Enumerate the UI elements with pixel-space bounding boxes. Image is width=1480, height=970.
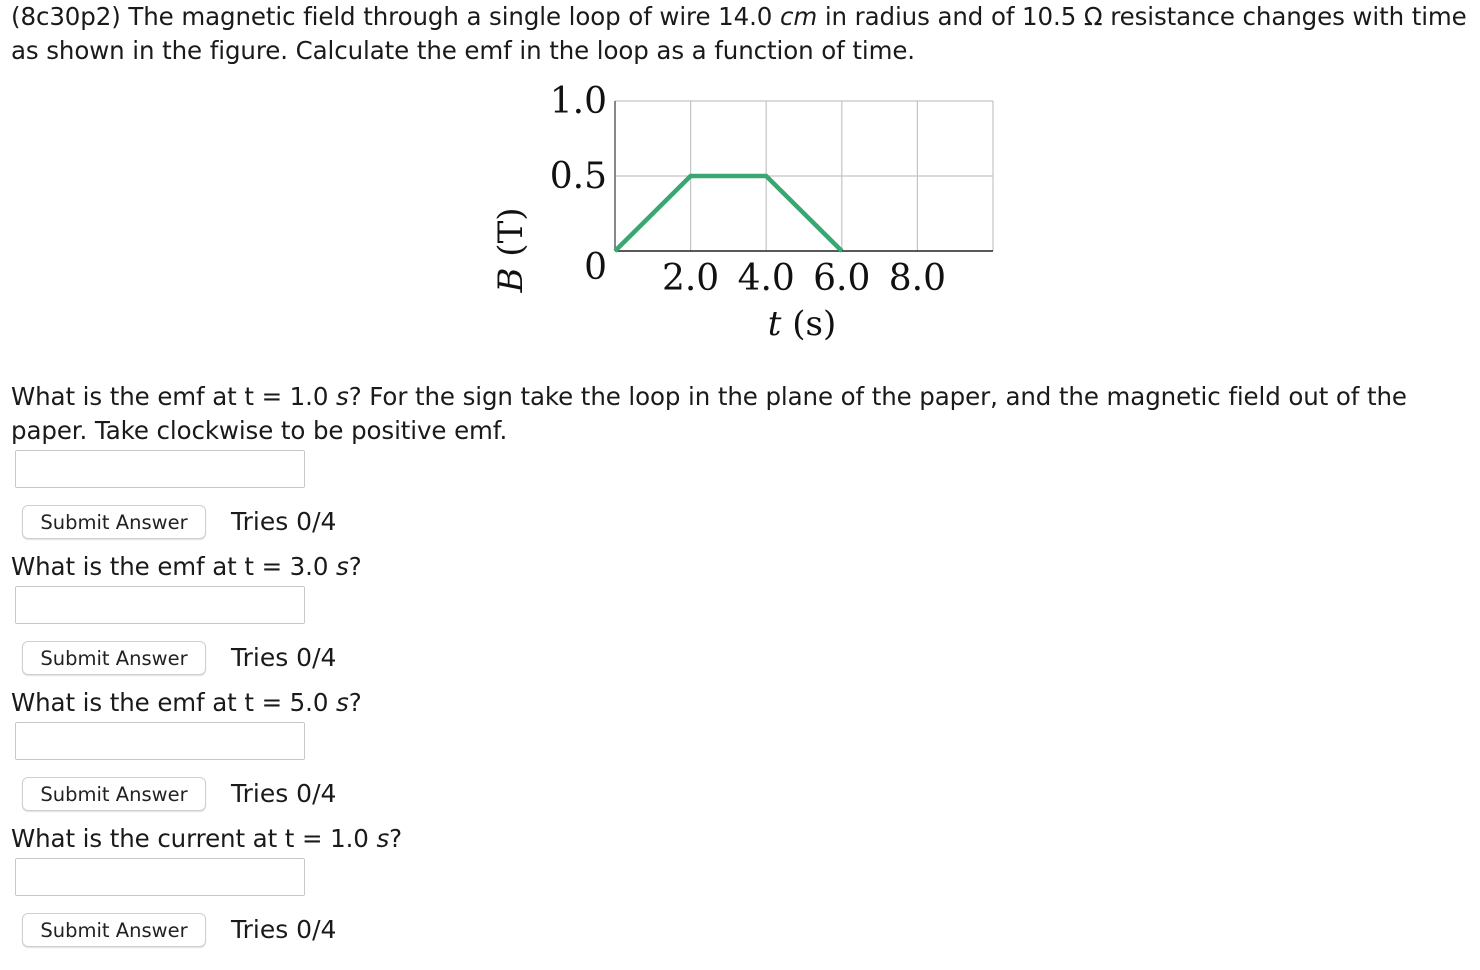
x-tick-label: 2.0 bbox=[661, 258, 720, 299]
question-3-unit: s bbox=[336, 688, 349, 717]
y-tick-label: 1.0 bbox=[549, 81, 607, 122]
answer-input-3[interactable] bbox=[15, 722, 305, 760]
question-3-prefix: What is the emf at t = 5.0 bbox=[11, 688, 337, 717]
chart-tick-labels bbox=[550, 81, 946, 299]
question-1-unit: s bbox=[336, 382, 349, 411]
chart-series-line bbox=[615, 176, 842, 251]
problem-text-part-2: in radius and of 10.5 Ω resistance changes with time as shown in the figure. Calculate the emf in the loop as a function of time. bbox=[11, 2, 1467, 65]
x-tick-label: 6.0 bbox=[813, 258, 871, 299]
chart-y-axis-label bbox=[491, 207, 531, 293]
answer-input-4[interactable] bbox=[15, 858, 305, 896]
answer-input-2[interactable] bbox=[15, 586, 305, 624]
question-3-suffix: ? bbox=[348, 688, 362, 717]
submit-answer-button-1[interactable]: Submit Answer bbox=[22, 505, 206, 539]
question-1-text bbox=[11, 380, 1471, 448]
submit-answer-button-4[interactable]: Submit Answer bbox=[22, 913, 206, 947]
x-tick-label: 4.0 bbox=[737, 258, 795, 299]
submit-answer-button-2[interactable]: Submit Answer bbox=[22, 641, 206, 675]
chart-x-axis-symbol: t bbox=[767, 304, 782, 344]
question-2-text bbox=[11, 550, 362, 584]
chart-x-axis-label bbox=[768, 304, 836, 344]
question-1-suffix: ? For the sign take the loop in the plane of the paper, and the magnetic field out of the paper. Take clockwise to be positive emf. bbox=[11, 382, 1407, 445]
magnetic-field-chart bbox=[490, 70, 1010, 350]
question-3-text bbox=[11, 686, 362, 720]
problem-id: (8c30p2) bbox=[11, 2, 121, 31]
question-4-unit: s bbox=[376, 824, 390, 853]
chart-y-axis-symbol: B bbox=[491, 267, 531, 293]
question-1-prefix: What is the emf at t = 1.0 bbox=[11, 382, 337, 411]
tries-counter-4: Tries 0/4 bbox=[231, 915, 337, 944]
question-2-prefix: What is the emf at t = 3.0 bbox=[11, 552, 337, 581]
problem-unit-cm: cm bbox=[779, 2, 818, 31]
y-tick-label: 0 bbox=[584, 247, 607, 288]
answer-input-1[interactable] bbox=[15, 450, 305, 488]
problem-text-part-1: The magnetic field through a single loop of wire 14.0 bbox=[120, 2, 780, 31]
question-2-unit: s bbox=[336, 552, 349, 581]
problem-statement bbox=[11, 0, 1471, 68]
chart-x-axis-unit: (s) bbox=[781, 304, 837, 344]
tries-counter-2: Tries 0/4 bbox=[231, 643, 337, 672]
submit-answer-button-3[interactable]: Submit Answer bbox=[22, 777, 206, 811]
chart-grid bbox=[615, 101, 993, 251]
question-2-suffix: ? bbox=[348, 552, 362, 581]
question-4-prefix: What is the current at t = 1.0 bbox=[11, 824, 377, 853]
tries-counter-3: Tries 0/4 bbox=[231, 779, 337, 808]
x-tick-label: 8.0 bbox=[888, 258, 947, 299]
y-tick-label: 0.5 bbox=[549, 156, 607, 197]
question-4-suffix: ? bbox=[389, 824, 403, 853]
tries-counter-1: Tries 0/4 bbox=[231, 507, 337, 536]
chart-y-axis-unit: (T) bbox=[491, 207, 531, 268]
question-4-text bbox=[11, 822, 402, 856]
